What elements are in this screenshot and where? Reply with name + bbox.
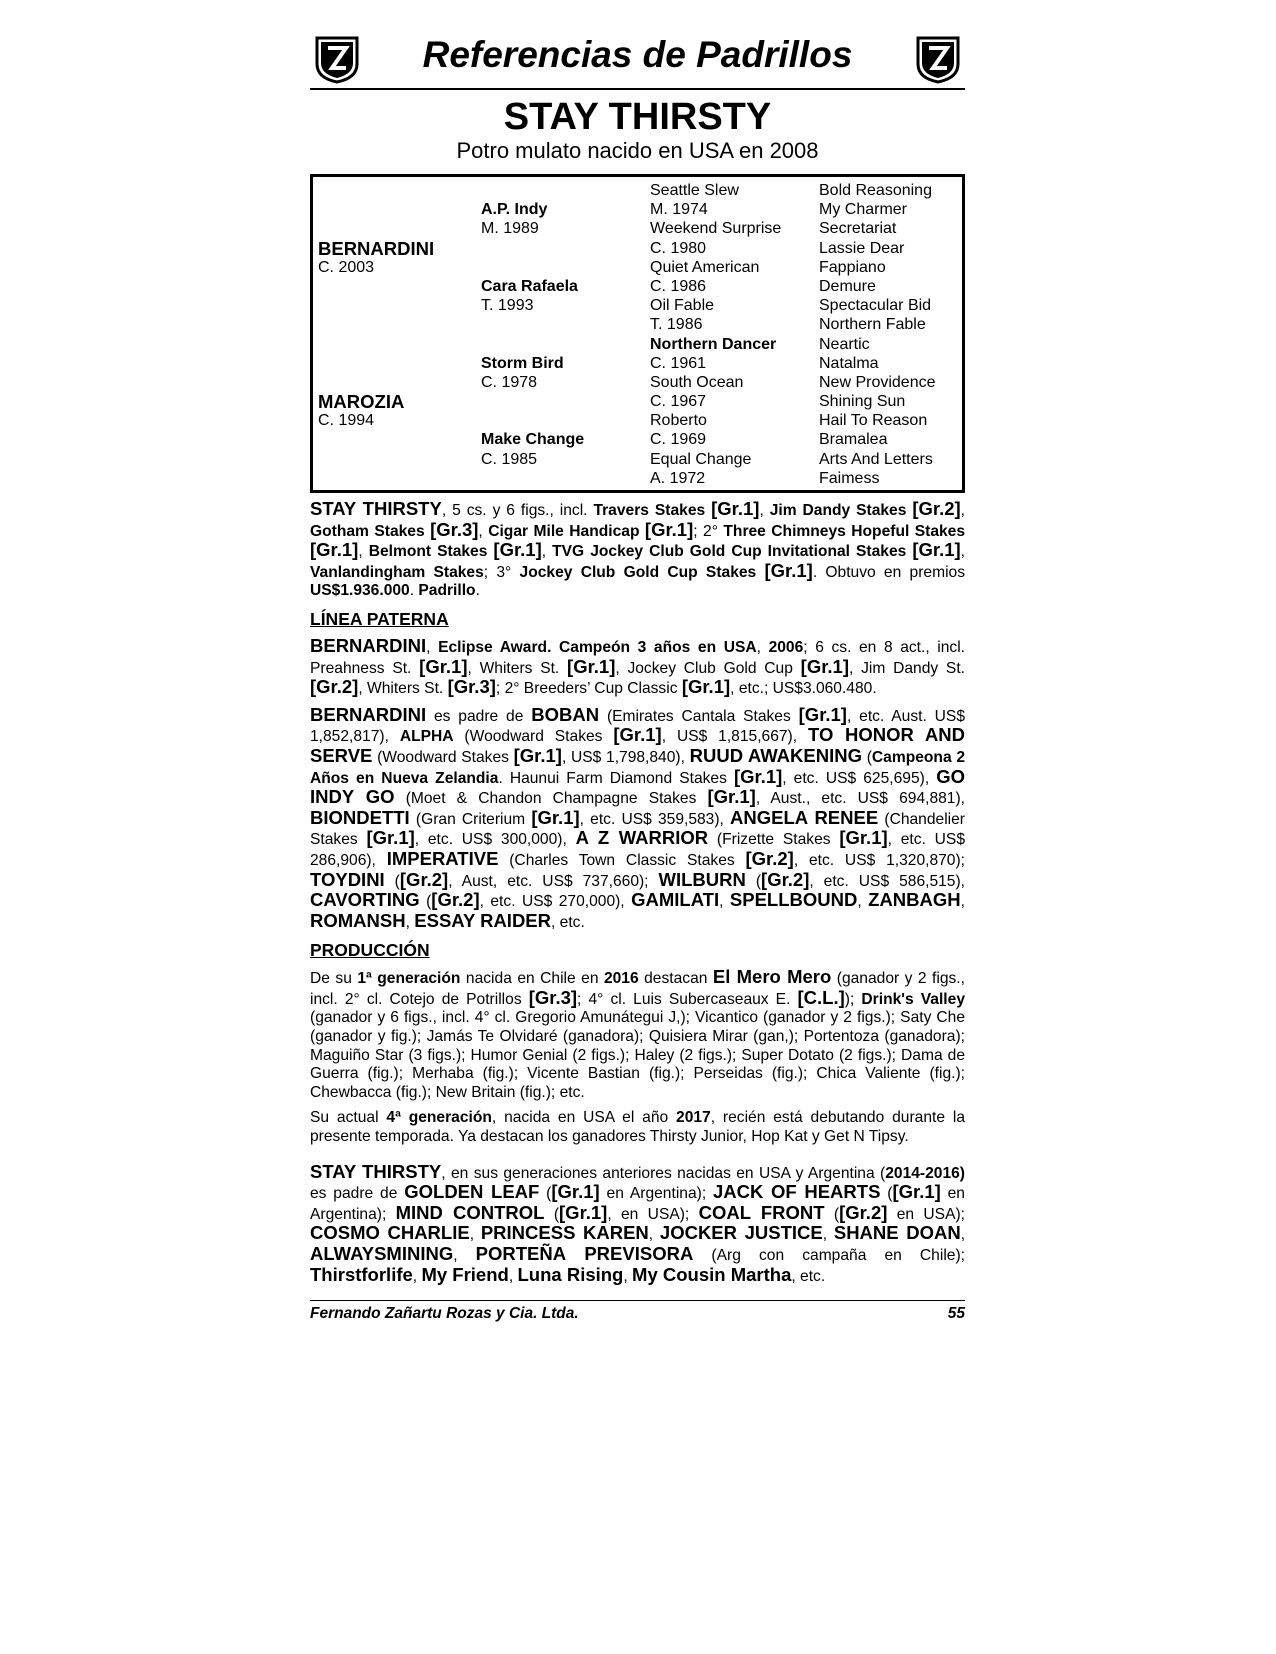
text-run: . Obtuvo en premios (812, 563, 965, 581)
text-run: , etc. US$ 625,695), (782, 769, 937, 787)
text-run: Vanlandingham Stakes (310, 563, 484, 581)
text-run: es padre de (310, 1185, 405, 1203)
pedigree-cell: Shining Sun (819, 393, 906, 411)
text-run: 1ª generación (357, 970, 461, 988)
text-run: , Aust., etc. US$ 694,881), (755, 790, 965, 808)
text-run: [Gr.1] (800, 655, 849, 677)
text-run: [Gr.1] (644, 518, 694, 540)
text-run: TO HONOR AND SERVE (310, 724, 966, 766)
text-run: ZANBAGH (868, 889, 961, 911)
text-run: [Gr.3] (430, 518, 479, 540)
text-run: STAY THIRSTY (310, 498, 442, 519)
pedigree-cell: Bold Reasoning (819, 182, 932, 199)
text-run: 2017 (676, 1109, 711, 1127)
text-run: [Gr.1] (912, 539, 961, 561)
section-heading-linea-paterna: LÍNEA PATERNA (310, 608, 449, 629)
footer-publisher: Fernando Zañartu Rozas y Cia. Ltda. (310, 1305, 579, 1323)
text-run: [Gr.1] (733, 765, 783, 787)
pedigree-cell: MAROZIA (318, 391, 405, 413)
pedigree-cell: T. 1986 (650, 316, 703, 334)
pedigree-cell: C. 1961 (650, 354, 707, 372)
text-run: , (857, 893, 869, 911)
text-run: (Moet & Chandon Champagne Stakes (394, 790, 708, 808)
text-run: , (756, 638, 769, 656)
text-run: PRINCESS KAREN (480, 1222, 649, 1244)
text-run: , (960, 1226, 966, 1244)
text-run: , en sus generaciones anteriores nacidas en USA y Argentina ( (441, 1164, 886, 1182)
text-run: STAY THIRSTY (310, 1160, 442, 1182)
text-run: Travers Stakes (593, 502, 712, 519)
pedigree-cell (481, 315, 650, 334)
text-run: BERNARDINI (310, 634, 427, 656)
text-run: De su (310, 970, 358, 988)
pedigree-cell: Seattle Slew (650, 182, 739, 199)
logo-icon (915, 34, 961, 84)
text-run: , etc. US$ 586,515), (809, 872, 966, 890)
text-run: [Gr.1] (798, 703, 847, 725)
pedigree-cell: C. 1969 (650, 431, 707, 449)
text-run: destacan (638, 970, 713, 988)
page-number: 55 (947, 1305, 965, 1323)
text-run: , etc.; US$3.060.480. (730, 680, 877, 698)
text-run: , (541, 543, 553, 561)
pedigree-cell (481, 411, 650, 430)
text-run: , en USA); (607, 1205, 699, 1223)
text-run: 2016 (603, 970, 639, 988)
pedigree-row (313, 373, 962, 392)
pedigree-cell: Hail To Reason (819, 412, 928, 430)
pedigree-cell: C. 1978 (481, 373, 538, 391)
text-run: ( (824, 1205, 840, 1223)
pedigree-cell: Cara Rafaela (481, 277, 578, 295)
pedigree-cell: New Providence (819, 373, 936, 391)
text-run: , nacida en USA el año (491, 1109, 677, 1127)
text-run: (Emirates Cantala Stakes (599, 707, 799, 725)
pedigree-cell: Quiet American (650, 258, 760, 276)
pedigree-cell (481, 392, 650, 411)
pedigree-cell (313, 335, 481, 354)
text-run: Padrillo (418, 582, 476, 600)
text-run: ; 3° (483, 563, 520, 581)
pedigree-cell: BERNARDINI (318, 237, 435, 259)
header-title: Referencias de Padrillos (422, 34, 853, 75)
text-run: en USA); (887, 1205, 965, 1223)
text-run: , etc. US$ 1,320,870); (793, 851, 965, 869)
pedigree-cell: A. 1972 (650, 469, 706, 487)
pedigree-cell (313, 277, 481, 296)
pedigree-cell: Secretariat (819, 220, 897, 238)
text-run: [Gr.1] (567, 655, 616, 677)
text-run: , (822, 1226, 834, 1244)
text-run: ; 6 cs. en 8 act., incl. Preahness St. (310, 638, 966, 677)
sire-summary (310, 634, 966, 699)
text-run: Eclipse Award. Campeón 3 años en USA (438, 638, 757, 656)
text-run: (ganador y 6 figs., incl. 4° cl. Gregorio Amunátegui J,); Vicantico (ganador y 2 figs.); Saty Che (ganador y fig.); Jamás Te Olvidaré (ganadora); Quisiera Mirar (gan,); Portentoza (ganadora); Maguiño Star (3 figs.); Humor Genial (2 figs.); Haley (2 figs.); Super Dotato (2 figs.); Dama de Guerra (fig.); Merhaba (fig.); Vicente Bastian (fig.); Perseidas (fig.); Chica Valiente (fig.); Chewbacca (fig.); New Britain (fig.); etc. (310, 1009, 965, 1101)
pedigree-cell (481, 335, 650, 354)
text-run: [Gr.3] (447, 676, 496, 698)
text-run: [Gr.1] (531, 806, 580, 828)
text-run: 4ª generación (386, 1109, 492, 1127)
horse-name: STAY THIRSTY (503, 96, 772, 138)
text-run: ; 2° Breeders’ Cup Classic (495, 680, 682, 698)
text-run: Three Chimneys Hopeful Stakes (723, 522, 966, 540)
text-run: . (409, 582, 419, 600)
pedigree-row (313, 411, 962, 430)
text-run: , US$ 1,798,840), (561, 748, 690, 766)
text-run: 2014-2016) (885, 1164, 966, 1182)
pedigree-cell: Faimess (819, 469, 880, 487)
text-run: nacida en Chile en (460, 970, 604, 988)
pedigree-cell (313, 219, 481, 238)
text-run: , etc. US$ 359,583), (579, 810, 731, 828)
text-run: JACK OF HEARTS (713, 1181, 881, 1203)
text-run: (Woodward Stakes (453, 728, 614, 746)
text-run: , Jim Dandy St. (848, 659, 965, 677)
text-run: , recién está debutando durante la presente temporada. Ya destacan los ganadores Thirsty Junior, Hop Kat y Get N Tipsy. (310, 1109, 966, 1146)
text-run: Campeona 2 Años en Nueva Zelandia (310, 748, 966, 787)
text-run: ( (544, 1205, 560, 1223)
pedigree-cell: My Charmer (819, 201, 908, 219)
text-run: MIND CONTROL (395, 1201, 545, 1223)
text-run: [Gr.1] (839, 827, 888, 849)
text-run: , (478, 522, 489, 540)
pedigree-cell: Oil Fable (650, 297, 715, 315)
text-run: (ganador y 2 figs., incl. 2° cl. Cotejo de Potrillos (310, 970, 965, 1008)
text-run: [Gr.2] (310, 676, 359, 698)
text-run: [Gr.2] (912, 498, 961, 519)
text-run: [Gr.3] (528, 986, 578, 1008)
section-heading-produccion: PRODUCCIÓN (310, 940, 430, 961)
pedigree-cell: Roberto (650, 412, 707, 430)
pedigree-cell (313, 181, 481, 200)
text-run: ( (384, 872, 400, 890)
text-run: IMPERATIVE (386, 847, 499, 869)
text-run: Belmont Stakes (368, 543, 494, 561)
text-run: [Gr.2] (839, 1201, 888, 1223)
text-run: BERNARDINI (310, 703, 427, 725)
pedigree-row (313, 335, 962, 354)
text-run: , 5 cs. y 6 figs., incl. (441, 502, 594, 519)
text-run: en Argentina); (599, 1185, 713, 1203)
text-run: [Gr.2] (399, 868, 449, 890)
text-run: TVG Jockey Club Gold Cup Invitational Stakes (552, 543, 913, 561)
text-run: Jim Dandy Stakes (769, 502, 913, 519)
text-run: [C.L.] (797, 986, 845, 1008)
pedigree-cell: Arts And Letters (819, 450, 933, 468)
pedigree-cell: South Ocean (650, 373, 744, 391)
text-run: Su actual (310, 1109, 387, 1127)
production-fourth-generation (310, 1109, 965, 1146)
text-run: [Gr.1] (711, 498, 760, 519)
text-run: (Frizette Stakes (708, 831, 840, 849)
pedigree-cell (313, 296, 481, 315)
text-run: . Haunui Farm Diamond Stakes (498, 769, 734, 787)
text-run: GAMILATI (631, 889, 720, 911)
text-run: , (648, 1226, 660, 1244)
text-run: , etc. US$ 286,906), (310, 831, 966, 869)
text-run: en Argentina); (310, 1185, 965, 1223)
text-run: TOYDINI (310, 868, 385, 890)
pedigree-cell: A.P. Indy (481, 201, 548, 219)
pedigree-cell (481, 258, 650, 277)
text-run: ( (419, 893, 432, 911)
text-run: , etc. US$ 270,000), (479, 893, 632, 911)
text-run: , (508, 1267, 518, 1285)
pedigree-cell: Northern Fable (819, 316, 926, 334)
text-run: [Gr.2] (745, 847, 794, 869)
text-run: PORTEÑA PREVISORA (475, 1243, 694, 1264)
text-run: [Gr.1] (493, 539, 542, 561)
pedigree-row (313, 354, 962, 373)
pedigree-cell: C. 1994 (318, 412, 375, 430)
pedigree-cell: C. 1986 (650, 277, 707, 295)
text-run: BIONDETTI (310, 806, 410, 828)
text-run: ANGELA RENEE (730, 806, 879, 828)
text-run: , etc. (791, 1267, 826, 1285)
text-run: , US$ 1,815,667), (661, 728, 808, 746)
pedigree-row (313, 219, 962, 238)
pedigree-cell: Storm Bird (481, 354, 564, 372)
pedigree-cell: Fappiano (819, 258, 886, 276)
text-run: ROMANSH (310, 909, 406, 931)
text-run: SHANE DOAN (833, 1222, 961, 1244)
pedigree-cell: C. 1980 (650, 239, 707, 257)
text-run: [Gr.1] (892, 1181, 941, 1203)
text-run: GO INDY GO (310, 765, 965, 808)
text-run: US$1.936.000 (310, 582, 410, 600)
text-run: , Whiters St. (467, 659, 568, 677)
text-run: , Jockey Club Gold Cup (615, 659, 801, 677)
text-run: [Gr.1] (366, 827, 415, 849)
text-run: , (405, 913, 415, 931)
text-run: ESSAY RAIDER (414, 909, 552, 931)
pedigree-cell: C. 2003 (318, 258, 375, 276)
text-run: (Chandelier Stakes (310, 810, 965, 849)
page-footer (310, 1300, 965, 1323)
pedigree-cell: Make Change (481, 431, 585, 449)
text-run: [Gr.1] (513, 744, 562, 766)
text-run: A Z WARRIOR (575, 827, 709, 849)
text-run: , (960, 502, 966, 519)
pedigree-cell (313, 450, 481, 469)
text-run: ( (862, 748, 872, 766)
text-run: ( (745, 872, 762, 890)
pedigree-row (313, 392, 962, 411)
text-run: , (623, 1267, 633, 1285)
text-run: [Gr.2] (761, 868, 810, 890)
pedigree-cell (313, 315, 481, 334)
text-run: , (960, 543, 966, 561)
pedigree-cell: M. 1974 (650, 201, 708, 219)
text-run: [Gr.1] (419, 655, 468, 677)
text-run: JOCKER JUSTICE (659, 1222, 823, 1244)
pedigree-cell: Neartic (819, 335, 870, 353)
pedigree-row (313, 181, 962, 200)
text-run: ); (844, 990, 862, 1008)
production-previous-generations (310, 1160, 966, 1287)
text-run: COAL FRONT (698, 1201, 825, 1223)
text-run: RUUD AWAKENING (689, 744, 862, 766)
pedigree-row (313, 258, 962, 277)
text-run: GOLDEN LEAF (404, 1181, 540, 1203)
text-run: ALPHA (399, 728, 454, 746)
text-run: Jockey Club Gold Cup Stakes (519, 563, 765, 581)
page (310, 30, 965, 1323)
production-first-generation (310, 968, 965, 1102)
sire-offspring (310, 703, 966, 933)
stakes-summary (310, 500, 965, 601)
pedigree-row (313, 239, 962, 258)
text-run: , etc. Aust. US$ 1,852,817), (310, 707, 965, 746)
text-run: (Woodward Stakes (372, 748, 514, 766)
pedigree-cell: Natalma (819, 354, 879, 372)
text-run: ALWAYSMINING (310, 1243, 454, 1264)
text-run: Gotham Stakes (310, 522, 431, 540)
pedigree-row (313, 469, 962, 488)
pedigree-table (310, 174, 965, 493)
text-run: CAVORTING (310, 889, 420, 911)
pedigree-row (313, 430, 962, 449)
horse-subtitle: Potro mulato nacido en USA en 2008 (456, 138, 819, 163)
text-run: , (412, 1267, 422, 1285)
text-run: , (960, 893, 965, 911)
pedigree-row (313, 315, 962, 334)
pedigree-cell (481, 181, 650, 200)
text-run: ; 4° cl. Luis Subercaseaux E. (577, 990, 798, 1008)
pedigree-cell (313, 200, 481, 219)
text-run: COSMO CHARLIE (310, 1222, 470, 1244)
pedigree-cell: Lassie Dear (819, 239, 905, 257)
text-run: [Gr.1] (559, 1201, 608, 1223)
text-run: 2006 (768, 638, 804, 656)
text-run: My Cousin Martha (632, 1263, 792, 1285)
pedigree-cell (481, 239, 650, 258)
pedigree-cell (313, 354, 481, 373)
text-run: [Gr.1] (681, 676, 731, 698)
text-run: [Gr.2] (431, 889, 480, 911)
text-run: , Whiters St. (358, 680, 448, 698)
pedigree-cell: Northern Dancer (650, 335, 777, 353)
pedigree-cell: Equal Change (650, 450, 752, 468)
text-run: BOBAN (531, 703, 600, 725)
text-run: WILBURN (658, 868, 746, 890)
pedigree-cell (313, 373, 481, 392)
pedigree-row (313, 450, 962, 469)
text-run: es padre de (426, 707, 532, 725)
text-run: , (358, 543, 369, 561)
text-run: [Gr.1] (764, 559, 813, 581)
text-run: My Friend (421, 1263, 509, 1285)
text-run: SPELLBOUND (729, 889, 858, 911)
text-run: ( (539, 1185, 552, 1203)
pedigree-row (313, 200, 962, 219)
text-run: , etc. US$ 300,000), (414, 831, 576, 849)
pedigree-cell: C. 1985 (481, 450, 538, 468)
text-run: (Charles Town Classic Stakes (498, 851, 746, 869)
pedigree-cell (481, 469, 650, 488)
page-header (310, 30, 965, 90)
text-run: [Gr.1] (551, 1181, 600, 1203)
text-run: ( (880, 1185, 893, 1203)
text-run: , (719, 893, 730, 911)
text-run: Cigar Mile Handicap (488, 522, 645, 540)
text-run: Luna Rising (517, 1263, 624, 1285)
text-run: ; 2° (693, 522, 724, 540)
pedigree-cell (313, 430, 481, 449)
text-run: [Gr.1] (707, 786, 756, 808)
pedigree-cell: M. 1989 (481, 220, 539, 238)
pedigree-cell: Bramalea (819, 431, 888, 449)
text-run: Drink's Valley (861, 990, 965, 1008)
text-run: , etc. (551, 913, 585, 931)
text-run: [Gr.1] (310, 539, 359, 561)
text-run: , (759, 502, 770, 519)
pedigree-cell: C. 1967 (650, 393, 707, 411)
text-run: , (469, 1226, 481, 1244)
text-run: (Gran Criterium (409, 810, 532, 828)
text-run: , (453, 1247, 476, 1264)
text-run: El Mero Mero (712, 966, 832, 988)
pedigree-cell (313, 469, 481, 488)
text-run: (Arg con campaña en Chile); (693, 1247, 965, 1264)
pedigree-cell: Weekend Surprise (650, 220, 782, 238)
pedigree-cell: Spectacular Bid (819, 297, 932, 315)
pedigree-row (313, 277, 962, 296)
pedigree-cell: Demure (819, 277, 876, 295)
text-run: Thirstforlife (310, 1263, 413, 1285)
text-run: . (475, 582, 480, 600)
pedigree-cell: T. 1993 (481, 297, 534, 315)
text-run: , Aust, etc. US$ 737,660); (448, 872, 659, 890)
pedigree-row (313, 296, 962, 315)
text-run: , (426, 638, 439, 656)
text-run: [Gr.1] (613, 724, 662, 746)
